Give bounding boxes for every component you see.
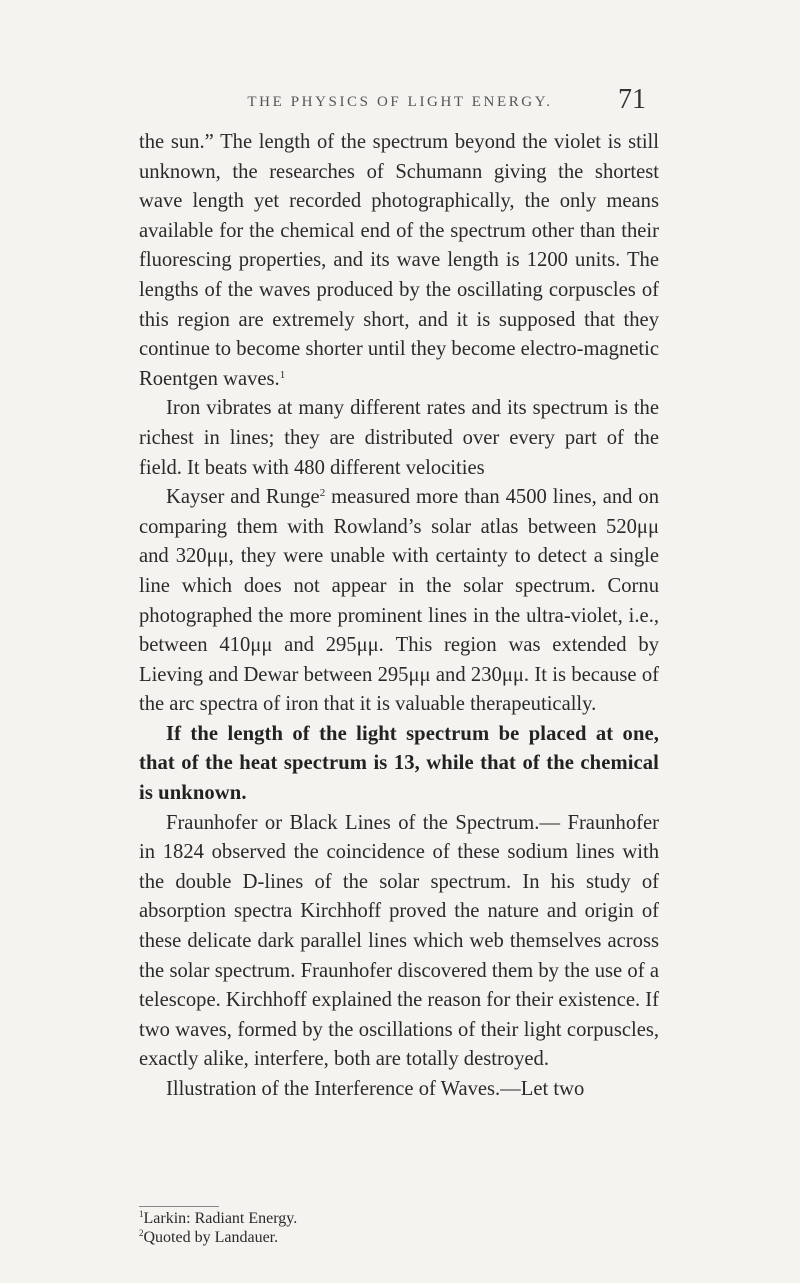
body-text [139, 128, 659, 1105]
footnote-2-mark: 2 [139, 1228, 144, 1238]
paragraph-3 [139, 483, 659, 720]
footnote-1-mark: 1 [139, 1209, 144, 1219]
footnote-ref-1: 1 [279, 368, 286, 381]
paragraph-3-text: measured more than 4500 lines, and on comparing them with Rowland’s solar atlas between 520μμ and 320μμ, they were unable with certainty to detect a single line which does not appear in the solar spectrum. Cornu photographed the more prominent lines in the ultra-violet, i.e., between 410μμ and 295μμ. This region was extended by Lieving and Dewar between 295μμ and 230μμ. It is because of the arc spectra of iron that it is valuable therapeutically. [139, 486, 659, 716]
running-head [0, 84, 800, 124]
footnote-2-text: Quoted by Landauer. [143, 1229, 279, 1246]
paragraph-5: Fraunhofer or Black Lines of the Spectrum.— Fraunhofer in 1824 observed the coincidence of these sodium lines with the double D-lines of the solar spectrum. In his study of absorption spectra Kirchhoff proved the nature and origin of these delicate dark parallel lines which web themselves across the solar spectrum. Fraunhofer discovered them by the use of a telescope. Kirchhoff explained the reason for their existence. If two waves, formed by the oscillations of their light corpuscles, exactly alike, interfere, both are totally destroyed. [139, 811, 659, 1071]
footnotes [139, 1209, 659, 1247]
running-title: THE PHYSICS OF LIGHT ENERGY. [247, 94, 553, 110]
paragraph-6: Illustration of the Interference of Waves.—Let two [166, 1078, 585, 1100]
page-number: 71 [618, 84, 646, 115]
paragraph-3-lead: Kayser and Runge [166, 486, 320, 509]
footnote-1 [139, 1209, 659, 1228]
footnote-1-text: Larkin: Radiant Energy. [143, 1210, 298, 1227]
footnote-rule [139, 1206, 219, 1207]
footnote-2 [139, 1228, 659, 1247]
paragraph-1 [139, 128, 659, 394]
paragraph-4: If the length of the light spectrum be placed at one, that of the heat spectrum is 13, while that of the chemical is unknown. [139, 722, 659, 805]
paragraph-2: Iron vibrates at many different rates and its spectrum is the richest in lines; they are distributed over every part of the field. It beats with 480 different velocities [139, 397, 659, 479]
paragraph-1-text: the sun.” The length of the spectrum beyond the violet is still unknown, the researches of Schumann giving the shortest wave length yet recorded photographically, the only means available for the chemical end of the spectrum other than their fluorescing properties, and its wave length is 1200 units. The lengths of the waves produced by the oscillating corpuscles of this region are extremely short, and it is supposed that they continue to become shorter until they become electro-magnetic Roentgen waves. [139, 131, 659, 390]
footnote-ref-2: 2 [319, 487, 326, 500]
